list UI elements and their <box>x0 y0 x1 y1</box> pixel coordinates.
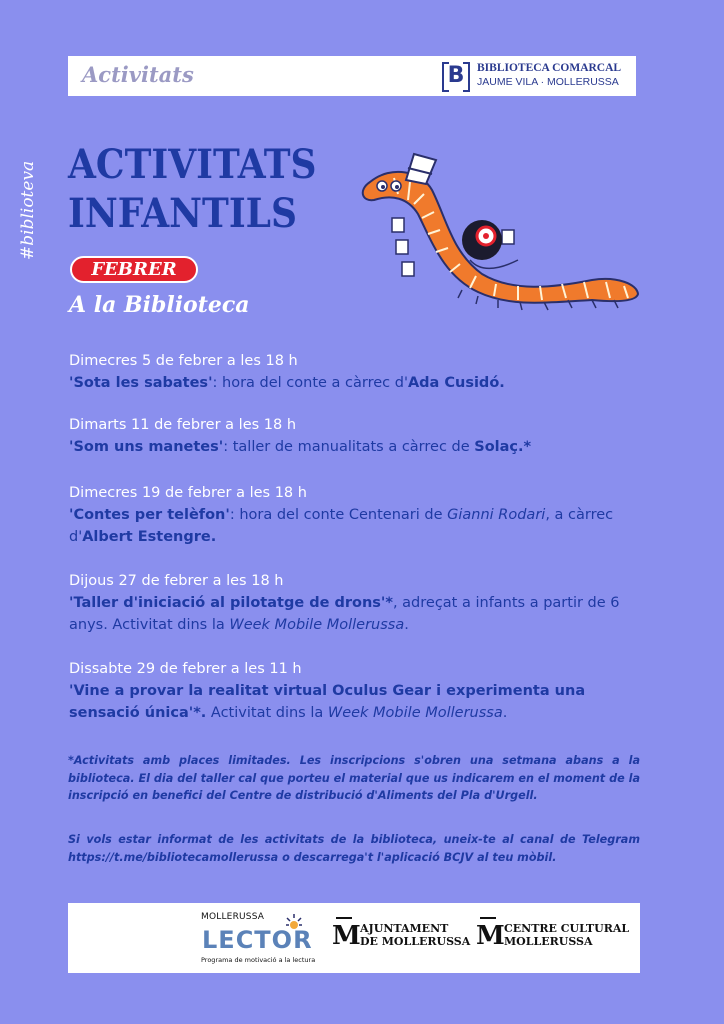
event-title: 'Vine a provar la realitat virtual Oculus Gear i experimenta una sensació única'*. <box>69 683 586 721</box>
event-title: 'Contes per telèfon' <box>69 507 230 523</box>
event-text: , a càrrec d' <box>69 507 614 545</box>
event-item <box>69 570 649 636</box>
limited-places-note: *Activitats amb places limitades. Les inscripcions s'obren una setmana abans a la biblioteca. El dia del taller cal que porteu el material que us indicarem en el moment de la inscripció en benefici del Centre de distribució d'Aliments del Pla d'Urgell. <box>68 754 640 802</box>
library-logo-subtitle: JAUME VILA · MOLLERUSSA <box>477 76 619 88</box>
hashtag-vertical: #biblioteva <box>18 160 38 260</box>
event-text: : taller de manualitats a càrrec de <box>223 439 475 455</box>
event-title: 'Taller d'iniciació al pilotatge de drons'* <box>69 595 393 611</box>
telegram-note: Si vols estar informat de les activitats de la biblioteca, uneix-te al canal de Telegram https://t.me/bibliotecamollerussa o descarrega't l'aplicació BCJV al teu mòbil. <box>68 833 640 864</box>
ajuntament-name: AJUNTAMENT DE MOLLERUSSA <box>360 922 471 948</box>
section-label: Activitats <box>82 62 194 87</box>
library-logo-name: BIBLIOTECA COMARCAL <box>477 62 622 74</box>
place-subtitle: A la Biblioteca <box>69 292 250 318</box>
event-date: Dissabte 29 de febrer a les 11 h <box>69 661 302 677</box>
lector-top-text: MOLLERUSSA <box>201 912 265 922</box>
event-item <box>69 658 649 724</box>
event-person: Albert Estengre. <box>82 529 217 545</box>
event-date: Dijous 27 de febrer a les 18 h <box>69 573 284 589</box>
worm-hat <box>406 154 436 184</box>
event-date: Dimecres 5 de febrer a les 18 h <box>69 353 298 369</box>
ajuntament-m-icon: M <box>332 917 356 957</box>
worm-reading-illustration <box>352 142 644 312</box>
event-description <box>69 504 649 548</box>
sponsors-footer <box>68 903 640 973</box>
title-line-1: ACTIVITATS <box>68 141 317 188</box>
lector-sub-text: Programa de motivació a la lectura <box>201 956 316 964</box>
event-text: Activitat dins la <box>206 705 328 721</box>
lector-main-text: LECTOR <box>202 926 313 954</box>
library-logo <box>442 60 632 92</box>
event-text: . <box>502 705 508 721</box>
event-italic: Week Mobile Mollerussa <box>229 617 405 633</box>
event-text: : hora del conte Centenari de <box>229 507 448 523</box>
event-date: Dimarts 11 de febrer a les 18 h <box>69 417 297 433</box>
title-line-2: INFANTILS <box>68 190 297 237</box>
event-title: 'Som uns manetes' <box>69 439 224 455</box>
event-date: Dimecres 19 de febrer a les 18 h <box>69 485 307 501</box>
event-text: , adreçat a infants a partir de 6 anys. Activitat dins la <box>69 595 620 633</box>
mollerussa-lector-logo <box>199 910 316 968</box>
event-text: . <box>404 617 409 633</box>
event-italic: Gianni Rodari <box>447 507 546 523</box>
header-bar <box>68 56 636 96</box>
event-description <box>69 372 649 394</box>
event-description <box>69 436 649 458</box>
event-description <box>69 592 649 636</box>
event-text: : hora del conte a càrrec d' <box>212 375 408 391</box>
event-title: 'Sota les sabates' <box>69 375 213 391</box>
library-logo-mark: B <box>442 62 470 90</box>
centre-cultural-name: CENTRE CULTURAL MOLLERUSSA <box>504 922 630 948</box>
event-italic: Week Mobile Mollerussa <box>327 705 503 721</box>
page-title <box>68 140 317 238</box>
event-person: Solaç.* <box>474 439 532 455</box>
event-description <box>69 680 649 724</box>
event-item <box>69 350 649 394</box>
event-item <box>69 414 649 458</box>
event-person: Ada Cusidó. <box>407 375 505 391</box>
centre-cultural-m-icon: M <box>476 917 500 957</box>
month-badge: FEBRER <box>70 256 198 283</box>
event-item <box>69 482 649 548</box>
